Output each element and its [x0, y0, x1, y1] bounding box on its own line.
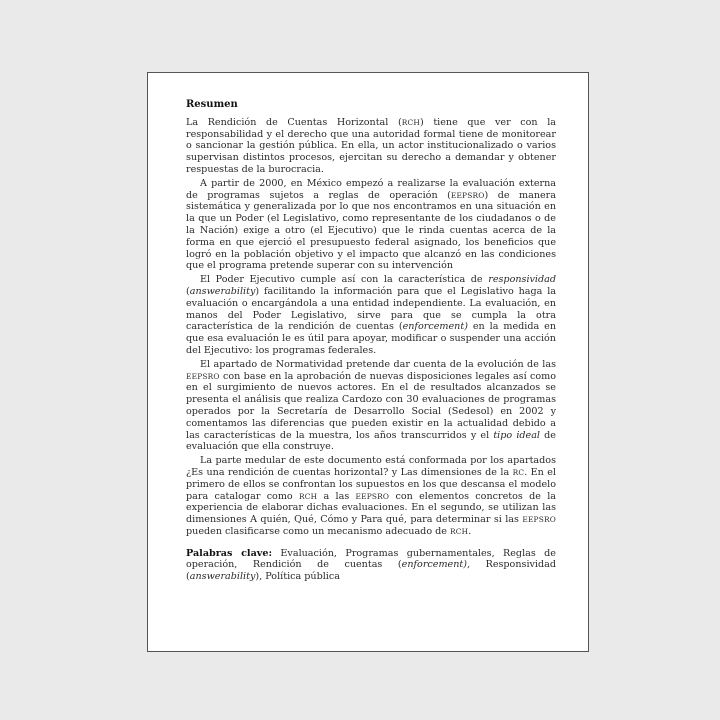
p3-text-e: ) facilitando la información para que el Legislativo haga la evaluación o encargándola a una entidad independiente. La evaluación, en manos del Poder Legislativo, sirve para que se cumpla la otra característica de la rendición de cuentas (: [186, 285, 556, 333]
p5-acronym-rch: RCH: [299, 491, 318, 501]
p4-text-c: con base en la aprobación de nuevas disposiciones legales así como en el surgimiento de nuevos actores. En el de resultados alcanzados se presenta el análisis que realiza Cardozo con 30 evaluaciones de programas operados por la Secretaría de Desarrollo Social (Sedesol) en 2002 y comentamos las diferencias que pueden existir en la actualidad debido a las características de la muestra, los años transcurridos y el: [186, 370, 556, 441]
document-page: [147, 72, 589, 652]
keywords-text-c: Responsividad (: [186, 559, 556, 583]
abstract-content: [186, 99, 556, 585]
p5-text-c: . En el primero de ellos se confrontan los supuestos en los que descansa el modelo para catalogar como: [186, 466, 556, 502]
p4-text-e: de evaluación que ella construye.: [186, 429, 556, 453]
p5-text-k: .: [468, 525, 472, 537]
p3-term-enforcement: enforcement): [402, 321, 468, 333]
p5-text-i: pueden clasificarse como un mecanismo adecuado de: [186, 525, 451, 537]
p5-acronym-rch-2: RCH: [450, 526, 469, 536]
paragraph-5: [186, 455, 556, 538]
p4-acronym-eepsro: EEPSRO: [186, 371, 220, 381]
keywords-label: Palabras clave:: [186, 547, 273, 559]
p5-acronym-eepsro-2: EEPSRO: [522, 515, 556, 525]
paragraph-2: [186, 178, 556, 272]
p5-acronym-rc: RC: [512, 467, 525, 477]
keywords: [186, 548, 556, 583]
p2-acronym-eepsro: EEPSRO: [450, 190, 485, 200]
keywords-term-answerability: answerability: [189, 571, 256, 583]
p1-acronym-rch: RCH: [401, 117, 420, 127]
p3-text-g: en la medida en que esa evaluación le es útil para apoyar, modificar o suspender una acción del Ejecutivo: los programas federales.: [186, 321, 556, 356]
keywords-term-enforcement: enforcement),: [401, 559, 471, 571]
p3-text-c: (: [186, 285, 190, 297]
p5-text-e: a las: [317, 490, 356, 502]
p5-text-g: con elementos concretos de la experiencia de elaborar dichas evaluaciones. En el segundo, se utilizan las dimensiones A quién, Qué, Cómo y Para qué, para determinar si las: [186, 490, 556, 526]
p3-term-responsividad: responsividad: [488, 274, 556, 286]
paragraph-1: [186, 117, 556, 176]
p5-acronym-eepsro: EEPSRO: [355, 491, 390, 501]
p2-text-a: A partir de 2000, en México empezó a realizarse la evaluación externa de programas sujetos a reglas de operación (: [186, 177, 556, 201]
p3-term-answerability: answerability: [189, 285, 256, 297]
p2-text-c: ) de manera sistemática y generalizada por lo que nos encontramos en una situación en la que un Poder (el Legislativo, como representante de los ciudadanos o de la Nación) exige a otro (el Ejecutivo) que le rinda cuentas acerca de la forma en que ejerció el presupuesto federal asignado, los beneficios que logró en la población objetivo y el impacto que alcanzó en las condiciones que el programa pretende superar con su intervención: [186, 189, 556, 272]
abstract-heading: Resumen: [186, 99, 238, 110]
p3-text-a: El Poder Ejecutivo cumple así con la característica de: [200, 274, 489, 286]
p4-text-a: El apartado de Normatividad pretende dar cuenta de la evolución de las: [200, 358, 556, 370]
paragraph-4: [186, 359, 556, 453]
p1-text-a: La Rendición de Cuentas Horizontal (: [186, 116, 402, 128]
paragraph-3: [186, 274, 556, 357]
keywords-text-a: Evaluación, Programas gubernamentales, Reglas de operación, Rendición de cuentas (: [186, 547, 556, 571]
keywords-text-e: ), Política pública: [255, 571, 340, 583]
p5-text-a: La parte medular de este documento está conformada por los apartados ¿Es una rendición de cuentas horizontal? y Las dimensiones de la: [186, 455, 556, 478]
p4-term-tipo-ideal: tipo ideal: [493, 429, 540, 441]
p1-text-c: ) tiene que ver con la responsabilidad y el derecho que una autoridad formal tiene de monitorear o sancionar la gestión pública. En ella, un actor institucionalizado o varios supervisan distintos procesos, ejercitan su derecho a demandar y obtener respuestas de la burocracia.: [186, 116, 556, 175]
